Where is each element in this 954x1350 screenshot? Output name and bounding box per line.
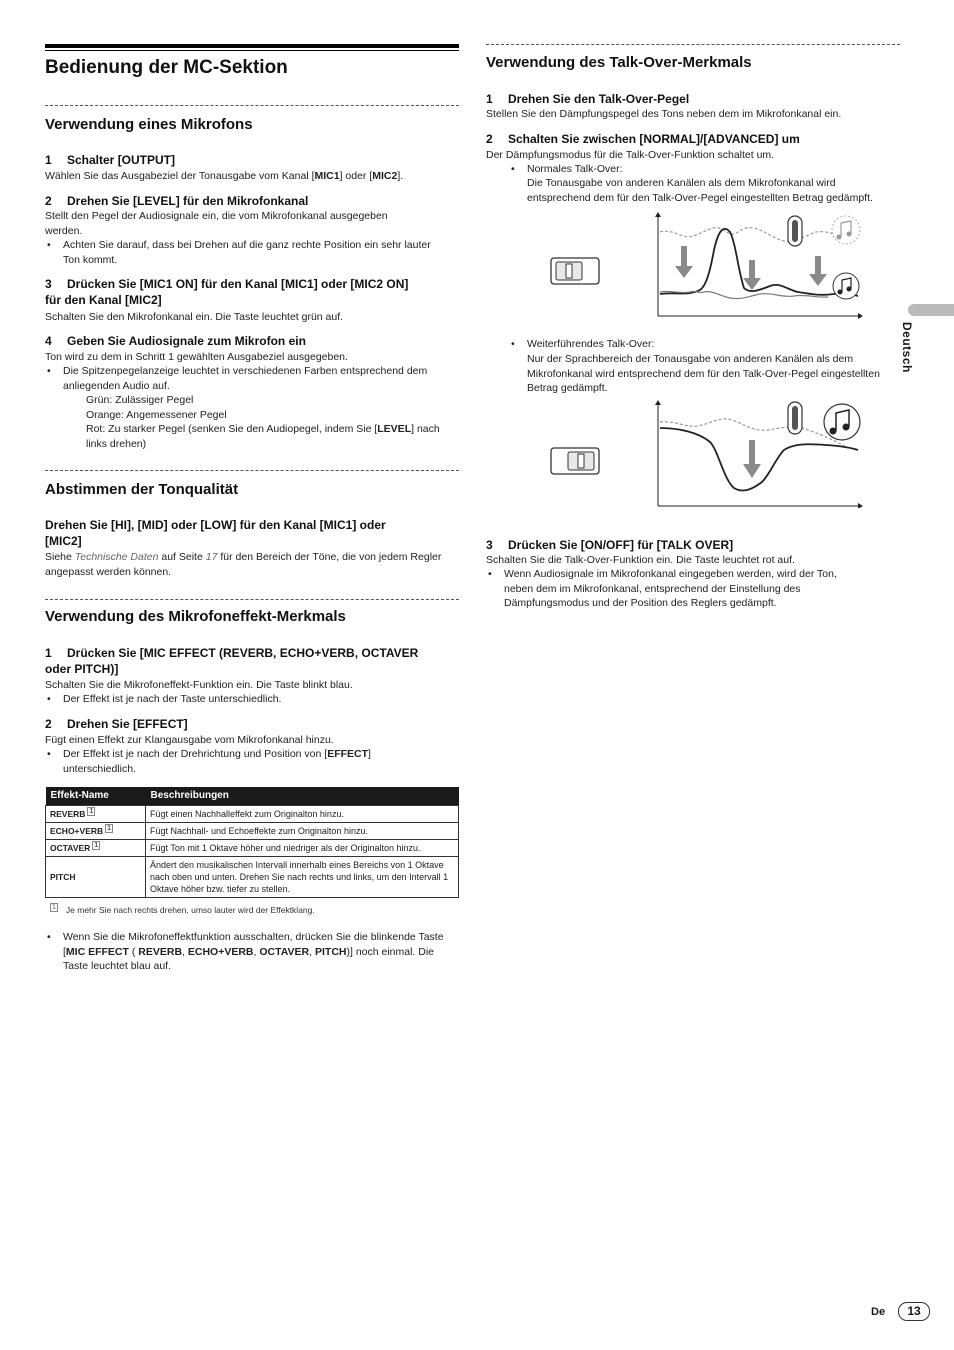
microphone-icon [788,402,802,434]
language-label: Deutsch [900,322,914,373]
talkover-step-1: 1 Drehen Sie den Talk-Over-Pegel [486,92,690,106]
section-divider [486,44,900,45]
step-2-level: 2 Drehen Sie [LEVEL] für den Mikrofonkanal [45,194,309,208]
step-1-text: Wählen Sie das Ausgabeziel der Tonausgabe vom Kanal [MIC1] oder [MIC2]. [45,170,404,182]
section-heading-mic: Verwendung eines Mikrofons [45,116,253,133]
effect-step-2-text: Fügt einen Effekt zur Klangausgabe vom Mikrofonkanal hinzu. [45,734,334,746]
step-4-input: 4 Geben Sie Audiosignale zum Mikrofon ein [45,334,306,348]
tone-text: Siehe Technische Daten auf Seite 17 für den Bereich der Töne, die von jedem Regler angepasst werden können. [45,551,442,578]
table-row [46,857,459,898]
footer-language: De [871,1306,886,1318]
step-3-text: Schalten Sie den Mikrofonkanal ein. Die Taste leuchtet grün auf. [45,311,344,323]
table-row [46,806,459,823]
normal-talkover-text: Die Tonausgabe von anderen Kanälen als dem Mikrofonkanal wird entsprechend dem für den Talk-Over-Pegel eingestellten Betrag gedämpft. [527,177,873,204]
section-heading-talkover: Verwendung des Talk-Over-Merkmals [486,54,752,71]
switch-normal-icon [551,258,599,284]
effect-desc: Fügt Ton mit 1 Oktave höher und niedriger als der Originalton hinzu. [146,840,459,857]
section-divider [45,599,459,600]
title-rule-thick [45,44,459,48]
talkover-step-3: 3 Drücken Sie [ON/OFF] für [TALK OVER] [486,538,734,552]
effect-step-1-text: Schalten Sie die Mikrofoneffekt-Funktion ein. Die Taste blinkt blau. [45,679,353,691]
step-1-output [45,152,175,168]
music-note-icon [832,216,860,299]
effect-step-2-bullet: • Der Effekt ist je nach der Drehrichtung und Position von [EFFECT] unterschiedlich. [45,747,445,776]
step-3-mic-on: 3 Drücken Sie [MIC1 ON] für den Kanal [MIC1] oder [MIC2 ON] für den Kanal [MIC2] [45,277,409,307]
normal-talkover-diagram [548,210,864,320]
switch-advanced-icon [551,448,599,474]
level-green: Grün: Zulässiger Pegel [86,394,194,406]
talkover-step-2-text: Der Dämpfungsmodus für die Talk-Over-Funktion schaltet um. [486,149,775,161]
effect-desc: Fügt einen Nachhalleffekt zum Originalton hinzu. [146,806,459,823]
effect-off-bullet: • Wenn Sie die Mikrofoneffektfunktion ausschalten, drücken Sie die blinkende Taste [MIC EFFECT ( REVERB, ECHO+VERB, OCTAVER, PITCH)] noch einmal. Die Taste leuchtet blau auf. [45,930,459,974]
step-tone: Drehen Sie [HI], [MID] oder [LOW] für den Kanal [MIC1] oder [MIC2] [45,518,386,548]
section-divider [45,470,459,471]
level-orange: Orange: Angemessener Pegel [86,409,227,421]
step-title: Schalter [OUTPUT] [67,153,176,167]
table-header-desc: Beschreibungen [146,787,459,806]
step-number: 1 [45,153,52,167]
step-2-effect: 2 Drehen Sie [EFFECT] [45,717,188,731]
language-tab [908,304,954,316]
talkover-step-3-text: Schalten Sie die Talk-Over-Funktion ein. Die Taste leuchtet rot auf. [486,554,795,566]
microphone-icon [788,216,802,246]
level-red: Rot: Zu starker Pegel (senken Sie den Audiopegel, indem Sie [LEVEL] nach links drehen) [86,423,440,450]
talkover-step-2: 2 Schalten Sie zwischen [NORMAL]/[ADVANCED] um [486,132,800,146]
talkover-step-3-bullet: • Wenn Audiosignale im Mikrofonkanal eingegeben werden, wird der Ton, neben dem im Mikrofonkanal, entsprechend der Einstellung des Dämpfungsmodus und der Position des Reglers gedämpft. [486,567,866,611]
table-header-row [46,787,459,806]
effect-name: OCTAVER $^1$ [46,840,146,857]
advanced-talkover-text: Nur der Sprachbereich der Tonausgabe von anderen Kanälen als dem Mikrofonkanal wird entsprechend dem für den Talk-Over-Pegel eingestellten Betrag gedämpft. [527,353,880,394]
section-divider [45,105,459,106]
step-2-bullet: • Achten Sie darauf, dass bei Drehen auf die ganz rechte Position ein sehr lauter Ton kommt. [45,238,445,267]
table-header-name: Effekt-Name [46,787,146,806]
effect-table [45,787,459,898]
music-note-icon [824,404,860,440]
step-2-text: Stellt den Pegel der Audiosignale ein, die vom Mikrofonkanal ausgegeben werden. [45,210,388,237]
talkover-step-1-text: Stellen Sie den Dämpfungspegel des Tons neben dem im Mikrofonkanal ein. [486,108,842,120]
table-row [46,823,459,840]
table-row [46,840,459,857]
section-heading-tone: Abstimmen der Tonqualität [45,481,239,498]
effect-desc: Ändert den musikalischen Intervall innerhalb eines Bereichs von 1 Oktave nach oben und unten. Drehen Sie nach rechts und links, um den Intervall 1 Oktave höher bzw. tiefer zu stellen. [146,857,459,898]
step-4-text: Ton wird zu dem in Schritt 1 gewählten Ausgabeziel ausgegeben. [45,351,348,363]
effect-desc: Fügt Nachhall- und Echoeffekte zum Originalton hinzu. [146,823,459,840]
advanced-talkover-diagram [548,398,864,508]
table-footnote: $^1$ Je mehr Sie nach rechts drehen, umso lauter wird der Effektklang. [52,904,315,915]
step-4-bullet: • Die Spitzenpegelanzeige leuchtet in verschiedenen Farben entsprechend dem anliegenden Audio auf. [45,364,445,393]
page-title: Bedienung der MC-Sektion [45,57,288,78]
section-heading-effect: Verwendung des Mikrofoneffekt-Merkmals [45,608,346,625]
effect-name: PITCH [46,857,146,898]
effect-step-1-bullet: • Der Effekt ist je nach der Taste unterschiedlich. [45,692,445,707]
normal-talkover-title: • Normales Talk-Over: [509,162,889,177]
arrow-down-icon [675,246,827,290]
advanced-talkover-title: • Weiterführendes Talk-Over: [509,337,889,352]
title-rule-thin [45,50,459,51]
effect-name: ECHO+VERB $^1$ [46,823,146,840]
step-1-mic-effect: 1 Drücken Sie [MIC EFFECT (REVERB, ECHO+VERB, OCTAVER oder PITCH)] [45,646,419,676]
effect-name: REVERB $^1$ [46,806,146,823]
arrow-down-icon [743,440,761,478]
page-number: 13 [898,1302,930,1321]
